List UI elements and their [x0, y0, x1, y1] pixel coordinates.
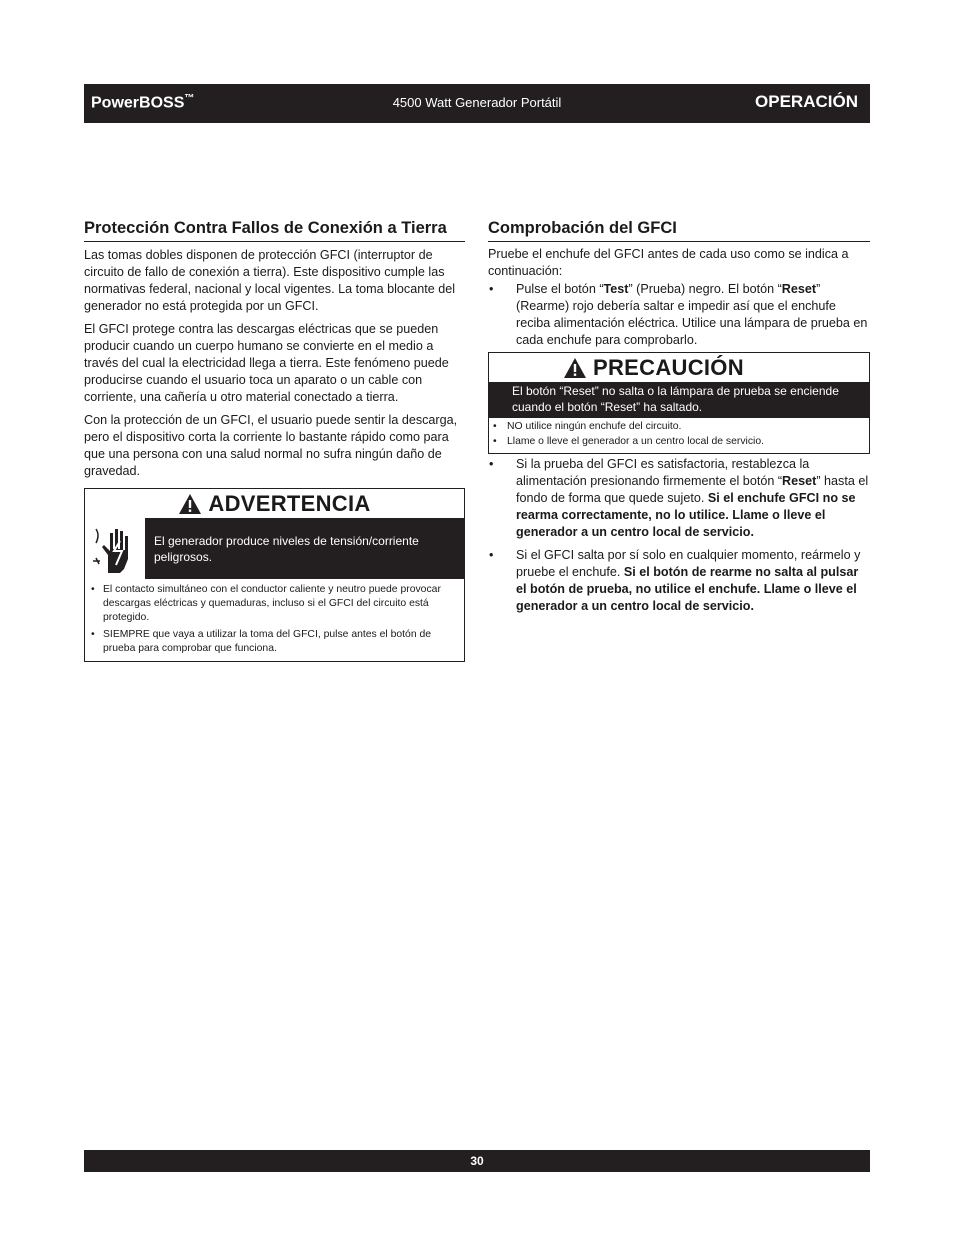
warning-title: ADVERTENCIA — [208, 490, 371, 516]
paragraph-3: Con la protección de un GFCI, el usuario puede sentir la descarga, pero el dispositivo corta la corriente lo bastante rápido como para que una persona con una salud normal no sufra ningún daño de gravedad. — [84, 413, 458, 478]
warning-header — [85, 489, 464, 518]
caution-title: PRECAUCIÓN — [593, 354, 744, 380]
gfci-steps-list-1 — [488, 281, 870, 349]
warning-triangle-icon — [178, 493, 202, 515]
warning-list — [85, 579, 464, 661]
caution-list — [489, 418, 869, 453]
paragraph-2: El GFCI protege contra las descargas eléctricas que se pueden producir cuando un cuerpo humano se convierte en el medio a través del cual la electricidad llega a tierra. Este fenómeno puede producirse cuando el usuario toca un aparato o un cable con corriente, una cañería u otro material conectado a tierra. — [84, 322, 449, 404]
gfci-protection-heading: Protección Contra Fallos de Conexión a Tierra — [84, 218, 465, 242]
step-auto-trip: • Si el GFCI salta por sí solo en cualquier momento, reármelo y pruebe el enchufe. Si el botón de rearme no salta al pulsar el botón de prueba, no utilice el enchufe. Llame o lleve el generador a un centro local de servicio. — [488, 547, 870, 615]
left-column — [84, 218, 465, 662]
step-test-button: • Pulse el botón “Test” (Prueba) negro. El botón “Reset” (Rearme) rojo debería saltar e impedir así que el enchufe reciba alimentación eléctrica. Utilice una lámpara de prueba en cada enchufe para comprobarlo. — [488, 281, 870, 349]
step-reset-button: • Si la prueba del GFCI es satisfactoria, restablezca la alimentación presionando firmemente el botón “Reset” hasta el fondo de forma que quede sujeto. Si el enchufe GFCI no se rearma correctamente, no lo utilice. Llame o lleve el generador a un centro local de servicio. — [488, 456, 870, 541]
warning-item-2: • SIEMPRE que vaya a utilizar la toma del GFCI, pulse antes el botón de prueba para comprobar que funciona. — [91, 628, 458, 656]
gfci-steps-list-2 — [488, 456, 870, 615]
brand-text: PowerBOSS — [91, 94, 185, 112]
gfci-test-intro: Pruebe el enchufe del GFCI antes de cada uso como se indica a continuación: — [488, 247, 849, 278]
paragraph-1: Las tomas dobles disponen de protección GFCI (interruptor de circuito de fallo de conexión a tierra). Este dispositivo cumple las normativas federal, nacional y local vigentes. La toma blocante del generador no está protegida por un GFCI. — [84, 248, 456, 313]
caution-header — [489, 353, 869, 382]
trademark-mark: ™ — [184, 93, 195, 104]
warning-message: El generador produce niveles de tensión/corriente peligrosos. — [154, 533, 419, 564]
electric-shock-hand-icon — [85, 518, 146, 579]
gfci-test-heading: Comprobación del GFCI — [488, 218, 870, 242]
caution-box — [488, 352, 870, 454]
page-header — [84, 84, 870, 123]
page-number: 30 — [84, 1150, 870, 1172]
caution-item-1: • NO utilice ningún enchufe del circuito. — [493, 420, 863, 434]
caution-message-bar — [489, 382, 869, 418]
warning-message-bar — [85, 518, 464, 579]
warning-item-1: • El contacto simultáneo con el conductor caliente y neutro puede provocar descargas eléctricas y quemaduras, incluso si el GFCI del circuito está protegido. — [91, 583, 458, 625]
section-title: OPERACIÓN — [755, 92, 858, 111]
caution-message: El botón “Reset” no salta o la lámpara de prueba se enciende cuando el botón “Reset” ha saltado. — [512, 384, 839, 414]
warning-triangle-icon — [563, 357, 587, 379]
caution-item-2: • Llame o lleve el generador a un centro local de servicio. — [493, 435, 863, 449]
warning-box — [84, 488, 465, 662]
right-column — [488, 218, 870, 615]
product-subtitle: 4500 Watt Generador Portátil — [392, 95, 562, 110]
